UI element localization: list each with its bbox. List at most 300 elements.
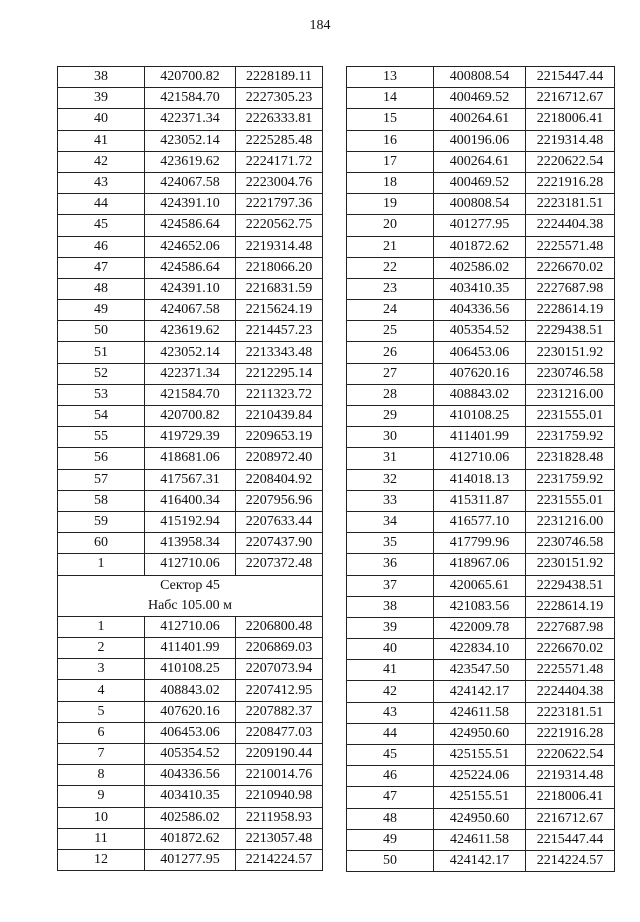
left-table-body-bottom: [58, 616, 323, 870]
point-number-cell: 1: [58, 616, 145, 637]
y-coordinate-cell: 2212295.14: [236, 363, 323, 384]
point-number-cell: 48: [58, 278, 145, 299]
point-number-cell: 15: [347, 109, 434, 130]
table-row: [347, 321, 615, 342]
x-coordinate-cell: 401277.95: [145, 849, 236, 870]
y-coordinate-cell: 2206800.48: [236, 616, 323, 637]
x-coordinate-cell: 422371.34: [145, 109, 236, 130]
y-coordinate-cell: 2227305.23: [236, 88, 323, 109]
table-row: [347, 67, 615, 88]
point-number-cell: 41: [347, 660, 434, 681]
y-coordinate-cell: 2226670.02: [526, 639, 615, 660]
point-number-cell: 3: [58, 659, 145, 680]
x-coordinate-cell: 402586.02: [145, 807, 236, 828]
x-coordinate-cell: 424142.17: [434, 850, 526, 871]
x-coordinate-cell: 406453.06: [434, 342, 526, 363]
y-coordinate-cell: 2218006.41: [526, 109, 615, 130]
point-number-cell: 47: [58, 257, 145, 278]
y-coordinate-cell: 2207437.90: [236, 533, 323, 554]
point-number-cell: 49: [58, 300, 145, 321]
sector-title: Сектор 45: [58, 575, 323, 596]
point-number-cell: 55: [58, 427, 145, 448]
y-coordinate-cell: 2231216.00: [526, 384, 615, 405]
point-number-cell: 42: [347, 681, 434, 702]
table-row: [347, 448, 615, 469]
y-coordinate-cell: 2207956.96: [236, 490, 323, 511]
point-number-cell: 53: [58, 384, 145, 405]
table-row: [58, 130, 323, 151]
point-number-cell: 21: [347, 236, 434, 257]
point-number-cell: 60: [58, 533, 145, 554]
table-row: [347, 490, 615, 511]
point-number-cell: 28: [347, 384, 434, 405]
x-coordinate-cell: 400469.52: [434, 172, 526, 193]
table-row: [347, 575, 615, 596]
point-number-cell: 12: [58, 849, 145, 870]
y-coordinate-cell: 2209653.19: [236, 427, 323, 448]
point-number-cell: 10: [58, 807, 145, 828]
x-coordinate-cell: 423619.62: [145, 151, 236, 172]
table-row: [58, 88, 323, 109]
x-coordinate-cell: 419729.39: [145, 427, 236, 448]
point-number-cell: 46: [347, 766, 434, 787]
x-coordinate-cell: 423619.62: [145, 321, 236, 342]
x-coordinate-cell: 424652.06: [145, 236, 236, 257]
point-number-cell: 16: [347, 130, 434, 151]
x-coordinate-cell: 424067.58: [145, 172, 236, 193]
table-row: [347, 533, 615, 554]
table-row: [347, 342, 615, 363]
x-coordinate-cell: 424611.58: [434, 829, 526, 850]
table-row: [58, 321, 323, 342]
x-coordinate-cell: 405354.52: [434, 321, 526, 342]
point-number-cell: 40: [58, 109, 145, 130]
point-number-cell: 32: [347, 469, 434, 490]
point-number-cell: 57: [58, 469, 145, 490]
x-coordinate-cell: 420700.82: [145, 406, 236, 427]
x-coordinate-cell: 407620.16: [434, 363, 526, 384]
x-coordinate-cell: 408843.02: [434, 384, 526, 405]
x-coordinate-cell: 422009.78: [434, 617, 526, 638]
left-table-body-top: [58, 67, 323, 576]
x-coordinate-cell: 413958.34: [145, 533, 236, 554]
y-coordinate-cell: 2214224.57: [236, 849, 323, 870]
x-coordinate-cell: 408843.02: [145, 680, 236, 701]
table-row: [58, 744, 323, 765]
point-number-cell: 8: [58, 765, 145, 786]
table-row: [347, 639, 615, 660]
y-coordinate-cell: 2227687.98: [526, 617, 615, 638]
table-row: [58, 722, 323, 743]
x-coordinate-cell: 417799.96: [434, 533, 526, 554]
y-coordinate-cell: 2218066.20: [236, 257, 323, 278]
y-coordinate-cell: 2220622.54: [526, 151, 615, 172]
y-coordinate-cell: 2214224.57: [526, 850, 615, 871]
point-number-cell: 44: [58, 194, 145, 215]
y-coordinate-cell: 2207073.94: [236, 659, 323, 680]
table-row: [58, 363, 323, 384]
point-number-cell: 23: [347, 278, 434, 299]
x-coordinate-cell: 401277.95: [434, 215, 526, 236]
point-number-cell: 7: [58, 744, 145, 765]
x-coordinate-cell: 418681.06: [145, 448, 236, 469]
y-coordinate-cell: 2231759.92: [526, 427, 615, 448]
y-coordinate-cell: 2225571.48: [526, 236, 615, 257]
point-number-cell: 47: [347, 787, 434, 808]
table-row: [58, 109, 323, 130]
x-coordinate-cell: 421584.70: [145, 384, 236, 405]
table-row: [58, 427, 323, 448]
table-row: [347, 787, 615, 808]
y-coordinate-cell: 2224404.38: [526, 681, 615, 702]
table-row: [58, 533, 323, 554]
table-row: [58, 278, 323, 299]
y-coordinate-cell: 2207372.48: [236, 554, 323, 575]
point-number-cell: 50: [347, 850, 434, 871]
x-coordinate-cell: 407620.16: [145, 701, 236, 722]
x-coordinate-cell: 415192.94: [145, 511, 236, 532]
y-coordinate-cell: 2220622.54: [526, 745, 615, 766]
point-number-cell: 27: [347, 363, 434, 384]
y-coordinate-cell: 2229438.51: [526, 321, 615, 342]
y-coordinate-cell: 2213343.48: [236, 342, 323, 363]
table-row: [58, 638, 323, 659]
point-number-cell: 50: [58, 321, 145, 342]
x-coordinate-cell: 425155.51: [434, 787, 526, 808]
table-row: [347, 194, 615, 215]
table-row: [347, 469, 615, 490]
table-row: [347, 278, 615, 299]
y-coordinate-cell: 2231555.01: [526, 490, 615, 511]
x-coordinate-cell: 421083.56: [434, 596, 526, 617]
y-coordinate-cell: 2231828.48: [526, 448, 615, 469]
x-coordinate-cell: 420065.61: [434, 575, 526, 596]
point-number-cell: 18: [347, 172, 434, 193]
x-coordinate-cell: 422371.34: [145, 363, 236, 384]
point-number-cell: 54: [58, 406, 145, 427]
x-coordinate-cell: 418967.06: [434, 554, 526, 575]
table-row: [347, 766, 615, 787]
table-row: [347, 300, 615, 321]
x-coordinate-cell: 400264.61: [434, 109, 526, 130]
point-number-cell: 33: [347, 490, 434, 511]
y-coordinate-cell: 2207412.95: [236, 680, 323, 701]
x-coordinate-cell: 425155.51: [434, 745, 526, 766]
point-number-cell: 34: [347, 511, 434, 532]
point-number-cell: 6: [58, 722, 145, 743]
point-number-cell: 45: [58, 215, 145, 236]
y-coordinate-cell: 2209190.44: [236, 744, 323, 765]
x-coordinate-cell: 411401.99: [434, 427, 526, 448]
x-coordinate-cell: 411401.99: [145, 638, 236, 659]
x-coordinate-cell: 404336.56: [145, 765, 236, 786]
table-row: [347, 850, 615, 871]
x-coordinate-cell: 424950.60: [434, 808, 526, 829]
y-coordinate-cell: 2210940.98: [236, 786, 323, 807]
table-row: [58, 659, 323, 680]
y-coordinate-cell: 2221797.36: [236, 194, 323, 215]
point-number-cell: 35: [347, 533, 434, 554]
right-table-body: [347, 67, 615, 872]
y-coordinate-cell: 2223004.76: [236, 172, 323, 193]
y-coordinate-cell: 2221916.28: [526, 172, 615, 193]
x-coordinate-cell: 424586.64: [145, 257, 236, 278]
table-row: [347, 596, 615, 617]
table-row: [58, 849, 323, 870]
table-row: [58, 511, 323, 532]
table-row: [347, 617, 615, 638]
point-number-cell: 56: [58, 448, 145, 469]
table-row: [347, 723, 615, 744]
table-row: [347, 151, 615, 172]
y-coordinate-cell: 2226333.81: [236, 109, 323, 130]
table-row: [58, 786, 323, 807]
point-number-cell: 37: [347, 575, 434, 596]
table-row: [58, 257, 323, 278]
x-coordinate-cell: 416577.10: [434, 511, 526, 532]
table-row: [347, 511, 615, 532]
table-row: [58, 236, 323, 257]
y-coordinate-cell: 2219314.48: [526, 766, 615, 787]
point-number-cell: 43: [347, 702, 434, 723]
table-row: [347, 681, 615, 702]
table-row: [58, 384, 323, 405]
x-coordinate-cell: 400264.61: [434, 151, 526, 172]
point-number-cell: 1: [58, 554, 145, 575]
x-coordinate-cell: 423547.50: [434, 660, 526, 681]
x-coordinate-cell: 401872.62: [434, 236, 526, 257]
table-row: [58, 151, 323, 172]
table-row: [58, 300, 323, 321]
y-coordinate-cell: 2215624.19: [236, 300, 323, 321]
point-number-cell: 36: [347, 554, 434, 575]
table-row: [347, 236, 615, 257]
y-coordinate-cell: 2230151.92: [526, 554, 615, 575]
x-coordinate-cell: 423052.14: [145, 130, 236, 151]
point-number-cell: 20: [347, 215, 434, 236]
x-coordinate-cell: 424950.60: [434, 723, 526, 744]
y-coordinate-cell: 2219314.48: [526, 130, 615, 151]
y-coordinate-cell: 2230151.92: [526, 342, 615, 363]
point-number-cell: 14: [347, 88, 434, 109]
point-number-cell: 26: [347, 342, 434, 363]
x-coordinate-cell: 416400.34: [145, 490, 236, 511]
point-number-cell: 51: [58, 342, 145, 363]
y-coordinate-cell: 2211323.72: [236, 384, 323, 405]
y-coordinate-cell: 2216712.67: [526, 88, 615, 109]
x-coordinate-cell: 403410.35: [145, 786, 236, 807]
x-coordinate-cell: 404336.56: [434, 300, 526, 321]
table-row: [347, 215, 615, 236]
x-coordinate-cell: 414018.13: [434, 469, 526, 490]
y-coordinate-cell: 2223181.51: [526, 194, 615, 215]
y-coordinate-cell: 2228189.11: [236, 67, 323, 88]
sector-title-row: [58, 575, 323, 596]
x-coordinate-cell: 410108.25: [434, 406, 526, 427]
y-coordinate-cell: 2208477.03: [236, 722, 323, 743]
table-row: [58, 215, 323, 236]
y-coordinate-cell: 2221916.28: [526, 723, 615, 744]
point-number-cell: 39: [58, 88, 145, 109]
y-coordinate-cell: 2227687.98: [526, 278, 615, 299]
table-row: [58, 680, 323, 701]
x-coordinate-cell: 425224.06: [434, 766, 526, 787]
y-coordinate-cell: 2224171.72: [236, 151, 323, 172]
point-number-cell: 40: [347, 639, 434, 660]
table-row: [58, 701, 323, 722]
point-number-cell: 2: [58, 638, 145, 659]
y-coordinate-cell: 2219314.48: [236, 236, 323, 257]
point-number-cell: 41: [58, 130, 145, 151]
y-coordinate-cell: 2228614.19: [526, 300, 615, 321]
table-row: [347, 702, 615, 723]
point-number-cell: 24: [347, 300, 434, 321]
x-coordinate-cell: 422834.10: [434, 639, 526, 660]
point-number-cell: 30: [347, 427, 434, 448]
table-row: [347, 808, 615, 829]
y-coordinate-cell: 2210439.84: [236, 406, 323, 427]
x-coordinate-cell: 400196.06: [434, 130, 526, 151]
table-row: [347, 406, 615, 427]
x-coordinate-cell: 424586.64: [145, 215, 236, 236]
point-number-cell: 5: [58, 701, 145, 722]
sector-header: [58, 575, 323, 616]
y-coordinate-cell: 2215447.44: [526, 829, 615, 850]
table-row: [58, 194, 323, 215]
point-number-cell: 9: [58, 786, 145, 807]
y-coordinate-cell: 2215447.44: [526, 67, 615, 88]
point-number-cell: 13: [347, 67, 434, 88]
table-row: [347, 130, 615, 151]
table-row: [347, 88, 615, 109]
point-number-cell: 42: [58, 151, 145, 172]
point-number-cell: 52: [58, 363, 145, 384]
table-row: [58, 807, 323, 828]
point-number-cell: 48: [347, 808, 434, 829]
x-coordinate-cell: 410108.25: [145, 659, 236, 680]
point-number-cell: 31: [347, 448, 434, 469]
sector-subtitle-row: [58, 596, 323, 617]
y-coordinate-cell: 2231555.01: [526, 406, 615, 427]
y-coordinate-cell: 2230746.58: [526, 363, 615, 384]
point-number-cell: 22: [347, 257, 434, 278]
point-number-cell: 46: [58, 236, 145, 257]
left-coordinates-table: [57, 66, 323, 871]
y-coordinate-cell: 2231759.92: [526, 469, 615, 490]
point-number-cell: 45: [347, 745, 434, 766]
table-row: [347, 554, 615, 575]
y-coordinate-cell: 2207882.37: [236, 701, 323, 722]
x-coordinate-cell: 406453.06: [145, 722, 236, 743]
y-coordinate-cell: 2228614.19: [526, 596, 615, 617]
x-coordinate-cell: 400808.54: [434, 67, 526, 88]
x-coordinate-cell: 405354.52: [145, 744, 236, 765]
y-coordinate-cell: 2213057.48: [236, 828, 323, 849]
x-coordinate-cell: 424611.58: [434, 702, 526, 723]
x-coordinate-cell: 412710.06: [145, 554, 236, 575]
table-row: [347, 363, 615, 384]
y-coordinate-cell: 2231216.00: [526, 511, 615, 532]
point-number-cell: 39: [347, 617, 434, 638]
y-coordinate-cell: 2214457.23: [236, 321, 323, 342]
sector-subtitle: Набс 105.00 м: [58, 596, 323, 617]
y-coordinate-cell: 2226670.02: [526, 257, 615, 278]
table-row: [58, 469, 323, 490]
table-row: [347, 829, 615, 850]
y-coordinate-cell: 2208404.92: [236, 469, 323, 490]
y-coordinate-cell: 2216831.59: [236, 278, 323, 299]
table-row: [347, 172, 615, 193]
y-coordinate-cell: 2230746.58: [526, 533, 615, 554]
table-row: [58, 67, 323, 88]
point-number-cell: 59: [58, 511, 145, 532]
table-row: [58, 342, 323, 363]
y-coordinate-cell: 2208972.40: [236, 448, 323, 469]
x-coordinate-cell: 424391.10: [145, 278, 236, 299]
table-row: [347, 660, 615, 681]
y-coordinate-cell: 2223181.51: [526, 702, 615, 723]
y-coordinate-cell: 2206869.03: [236, 638, 323, 659]
table-row: [58, 172, 323, 193]
table-row: [347, 384, 615, 405]
x-coordinate-cell: 400469.52: [434, 88, 526, 109]
x-coordinate-cell: 424391.10: [145, 194, 236, 215]
x-coordinate-cell: 421584.70: [145, 88, 236, 109]
x-coordinate-cell: 412710.06: [145, 616, 236, 637]
x-coordinate-cell: 424142.17: [434, 681, 526, 702]
y-coordinate-cell: 2220562.75: [236, 215, 323, 236]
table-row: [58, 765, 323, 786]
point-number-cell: 44: [347, 723, 434, 744]
y-coordinate-cell: 2218006.41: [526, 787, 615, 808]
table-row: [347, 257, 615, 278]
x-coordinate-cell: 423052.14: [145, 342, 236, 363]
point-number-cell: 43: [58, 172, 145, 193]
y-coordinate-cell: 2207633.44: [236, 511, 323, 532]
x-coordinate-cell: 415311.87: [434, 490, 526, 511]
table-row: [347, 427, 615, 448]
point-number-cell: 11: [58, 828, 145, 849]
x-coordinate-cell: 420700.82: [145, 67, 236, 88]
page-number: 184: [309, 18, 331, 33]
x-coordinate-cell: 412710.06: [434, 448, 526, 469]
point-number-cell: 4: [58, 680, 145, 701]
y-coordinate-cell: 2224404.38: [526, 215, 615, 236]
y-coordinate-cell: 2216712.67: [526, 808, 615, 829]
table-row: [58, 406, 323, 427]
right-coordinates-table: [346, 66, 615, 872]
x-coordinate-cell: 424067.58: [145, 300, 236, 321]
y-coordinate-cell: 2225285.48: [236, 130, 323, 151]
point-number-cell: 29: [347, 406, 434, 427]
point-number-cell: 38: [58, 67, 145, 88]
point-number-cell: 49: [347, 829, 434, 850]
table-row: [347, 109, 615, 130]
point-number-cell: 17: [347, 151, 434, 172]
x-coordinate-cell: 417567.31: [145, 469, 236, 490]
x-coordinate-cell: 401872.62: [145, 828, 236, 849]
table-row: [347, 745, 615, 766]
y-coordinate-cell: 2211958.93: [236, 807, 323, 828]
x-coordinate-cell: 403410.35: [434, 278, 526, 299]
y-coordinate-cell: 2225571.48: [526, 660, 615, 681]
table-row: [58, 616, 323, 637]
point-number-cell: 58: [58, 490, 145, 511]
table-row: [58, 490, 323, 511]
x-coordinate-cell: 402586.02: [434, 257, 526, 278]
table-row: [58, 828, 323, 849]
table-row: [58, 448, 323, 469]
